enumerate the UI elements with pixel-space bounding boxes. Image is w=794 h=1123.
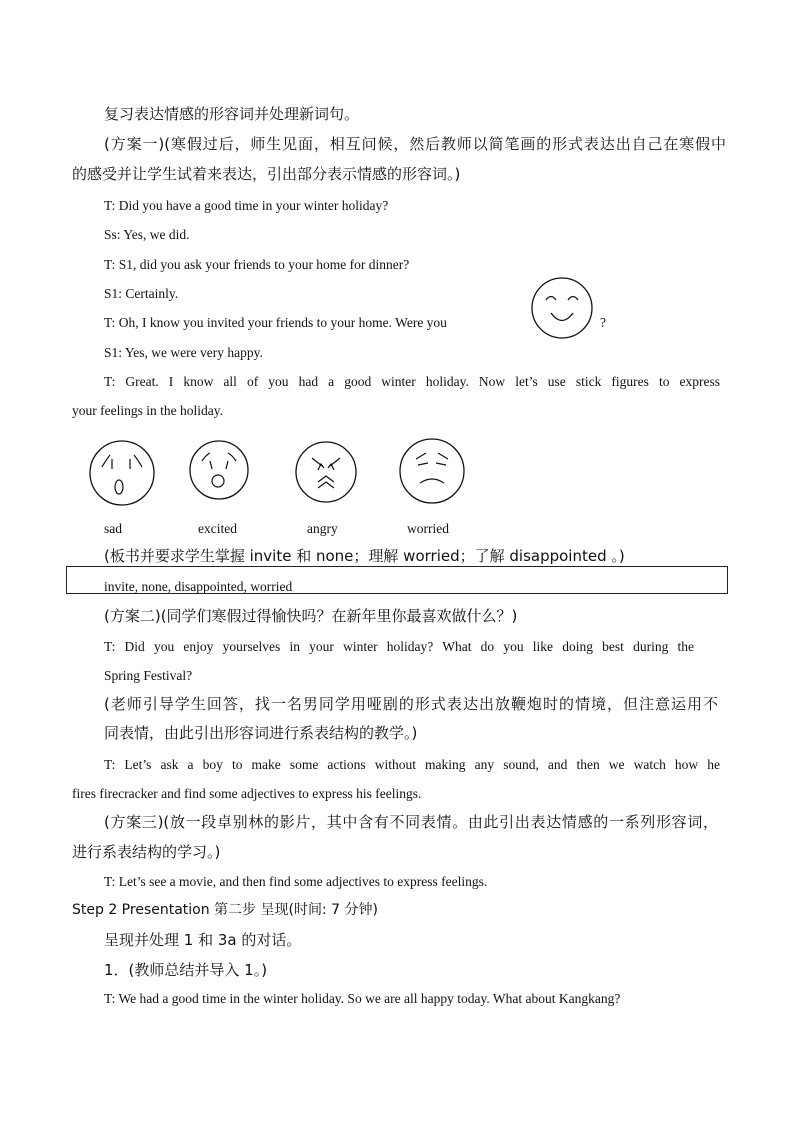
line-t-enjoy: T: Did you enjoy yourselves in your winter holiday? What do you like doing best during the	[104, 639, 694, 654]
line-plan-one: (方案一)(寒假过后，师生见面，相互问候，然后教师以简笔画的形式表达出自己在寒假中	[104, 135, 726, 153]
line-teacher-guide: (老师引导学生回答，找一名男同学用哑剧的形式表达出放鞭炮时的情境，但注意运用不	[104, 695, 718, 713]
line-t-movie: T: Let’s see a movie, and then find some adjectives to express feelings.	[104, 874, 488, 889]
line-fires-firecracker: fires firecracker and find some adjectives to express his feelings.	[72, 786, 422, 801]
line-t-stick-figures: T: Great. I know all of you had a good winter holiday. Now let’s use stick figures to express	[104, 374, 720, 389]
line-ss-yes: Ss: Yes, we did.	[104, 227, 190, 242]
line-plan-one-cont: 的感受并让学生试着来表达，引出部分表示情感的形容词。)	[72, 165, 461, 183]
line-s1-certainly: S1: Certainly.	[104, 286, 179, 301]
line-t-invited-question-mark: ?	[600, 315, 606, 330]
line-item-one: 1．(教师总结并导入 1。)	[104, 961, 268, 979]
face-label-sad: sad	[104, 521, 122, 536]
line-t-dinner: T: S1, did you ask your friends to your home for dinner?	[104, 257, 410, 272]
angry-face-icon	[294, 440, 358, 504]
line-spring-festival: Spring Festival?	[104, 668, 193, 683]
line-blackboard: (板书并要求学生掌握 invite 和 none；理解 worried；了解 disappointed 。)	[104, 547, 625, 565]
vocabulary-words: invite, none, disappointed, worried	[104, 579, 293, 594]
line-plan-two: (方案二)(同学们寒假过得愉快吗？在新年里你最喜欢做什么？)	[104, 607, 518, 625]
worried-face-icon	[398, 437, 466, 505]
line-t-good-time: T: Did you have a good time in your winter holiday?	[104, 198, 389, 213]
face-label-excited: excited	[198, 521, 237, 536]
happy-face-icon	[530, 276, 594, 340]
step-two-heading: Step 2 Presentation 第二步 呈现(时间: 7 分钟)	[72, 902, 378, 918]
line-review-adjectives: 复习表达情感的形容词并处理新词句。	[104, 105, 360, 123]
face-label-angry: angry	[307, 521, 338, 536]
line-teacher-guide-cont: 同表情，由此引出形容词进行系表结构的教学。)	[104, 724, 418, 742]
line-t-ask-boy: T: Let’s ask a boy to make some actions without making any sound, and then we watch how he	[104, 757, 720, 772]
sad-face-icon	[88, 439, 156, 507]
line-present-dialogues: 呈现并处理 1 和 3a 的对话。	[104, 931, 302, 949]
face-label-worried: worried	[407, 521, 449, 536]
line-s1-happy: S1: Yes, we were very happy.	[104, 345, 263, 360]
line-plan-three: (方案三)(放一段卓别林的影片，其中含有不同表情。由此引出表达情感的一系列形容词，	[104, 813, 718, 831]
excited-face-icon	[188, 439, 250, 501]
line-t-kangkang: T: We had a good time in the winter holiday. So we are all happy today. What about Kangkang?	[104, 991, 621, 1006]
line-plan-three-cont: 进行系表结构的学习。)	[72, 843, 221, 861]
line-feelings: your feelings in the holiday.	[72, 403, 223, 418]
line-t-invited: T: Oh, I know you invited your friends to your home. Were you	[104, 315, 447, 330]
